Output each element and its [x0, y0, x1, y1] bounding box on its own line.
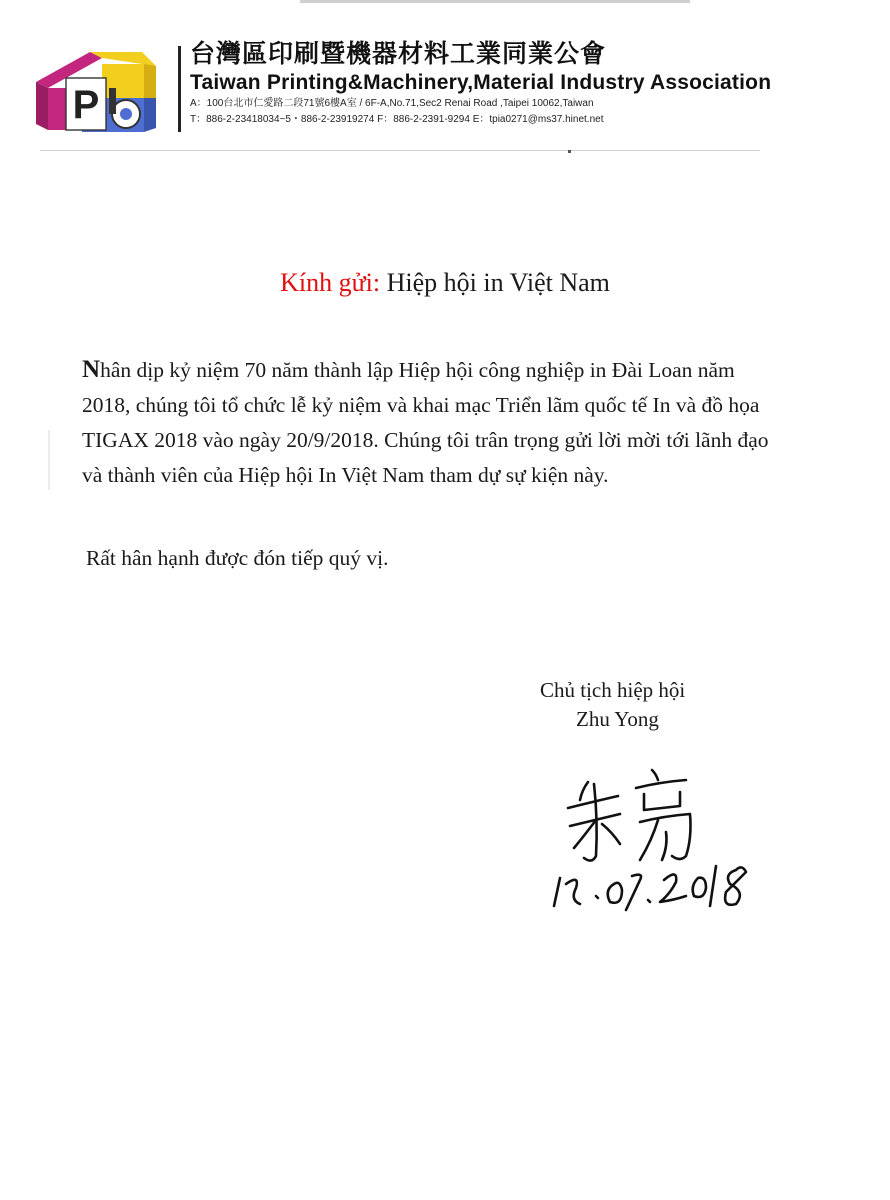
body-paragraph: [82, 352, 782, 493]
association-logo-icon: [30, 44, 160, 134]
svg-text:P: P: [72, 83, 100, 127]
handwritten-signature: [540, 760, 770, 920]
signatory-name: Zhu Yong: [576, 707, 659, 731]
body-text: hân dịp kỷ niệm 70 năm thành lập Hiệp hội công nghiệp in Đài Loan năm 2018, chúng tôi tổ chức lễ kỷ niệm và khai mạc Triển lãm quốc tế In và đồ họa TIGAX 2018 vào ngày 20/9/2018. Chúng tôi trân trọng gửi lời mời tới lãnh đạo và thành viên của Hiệp hội In Việt Nam tham dự sự kiện này.: [82, 358, 769, 487]
scan-margin-mark: [48, 430, 50, 490]
letterhead-text: [190, 38, 780, 128]
salutation: [0, 268, 890, 298]
association-address: A：100台北市仁愛路二段71號6樓A室 / 6F-A,No.71,Sec2 Renai Road ,Taipei 10062,Taiwan: [190, 98, 594, 109]
letterhead-rule: [40, 150, 760, 151]
salutation-recipient: Hiệp hội in Việt Nam: [386, 268, 610, 297]
association-contacts: T：886-2-23418034~5・886-2-23919274 F：886-2-2391-9294 E：tpia0271@ms37.hinet.net: [190, 114, 604, 125]
association-name-zh: 台灣區印刷暨機器材料工業同業公會: [190, 40, 607, 68]
scan-dot: [568, 150, 571, 153]
signatory-title: Chủ tịch hiệp hội: [540, 678, 686, 702]
closing-line: Rất hân hạnh được đón tiếp quý vị.: [86, 546, 389, 570]
letterhead-divider: [178, 46, 181, 132]
body-first-letter: N: [82, 356, 101, 383]
letterhead: [30, 38, 770, 148]
association-name-en: Taiwan Printing&Machinery,Material Industry Association: [190, 71, 772, 94]
scan-edge-mark: [300, 0, 690, 3]
salutation-label: Kính gửi:: [280, 268, 381, 297]
